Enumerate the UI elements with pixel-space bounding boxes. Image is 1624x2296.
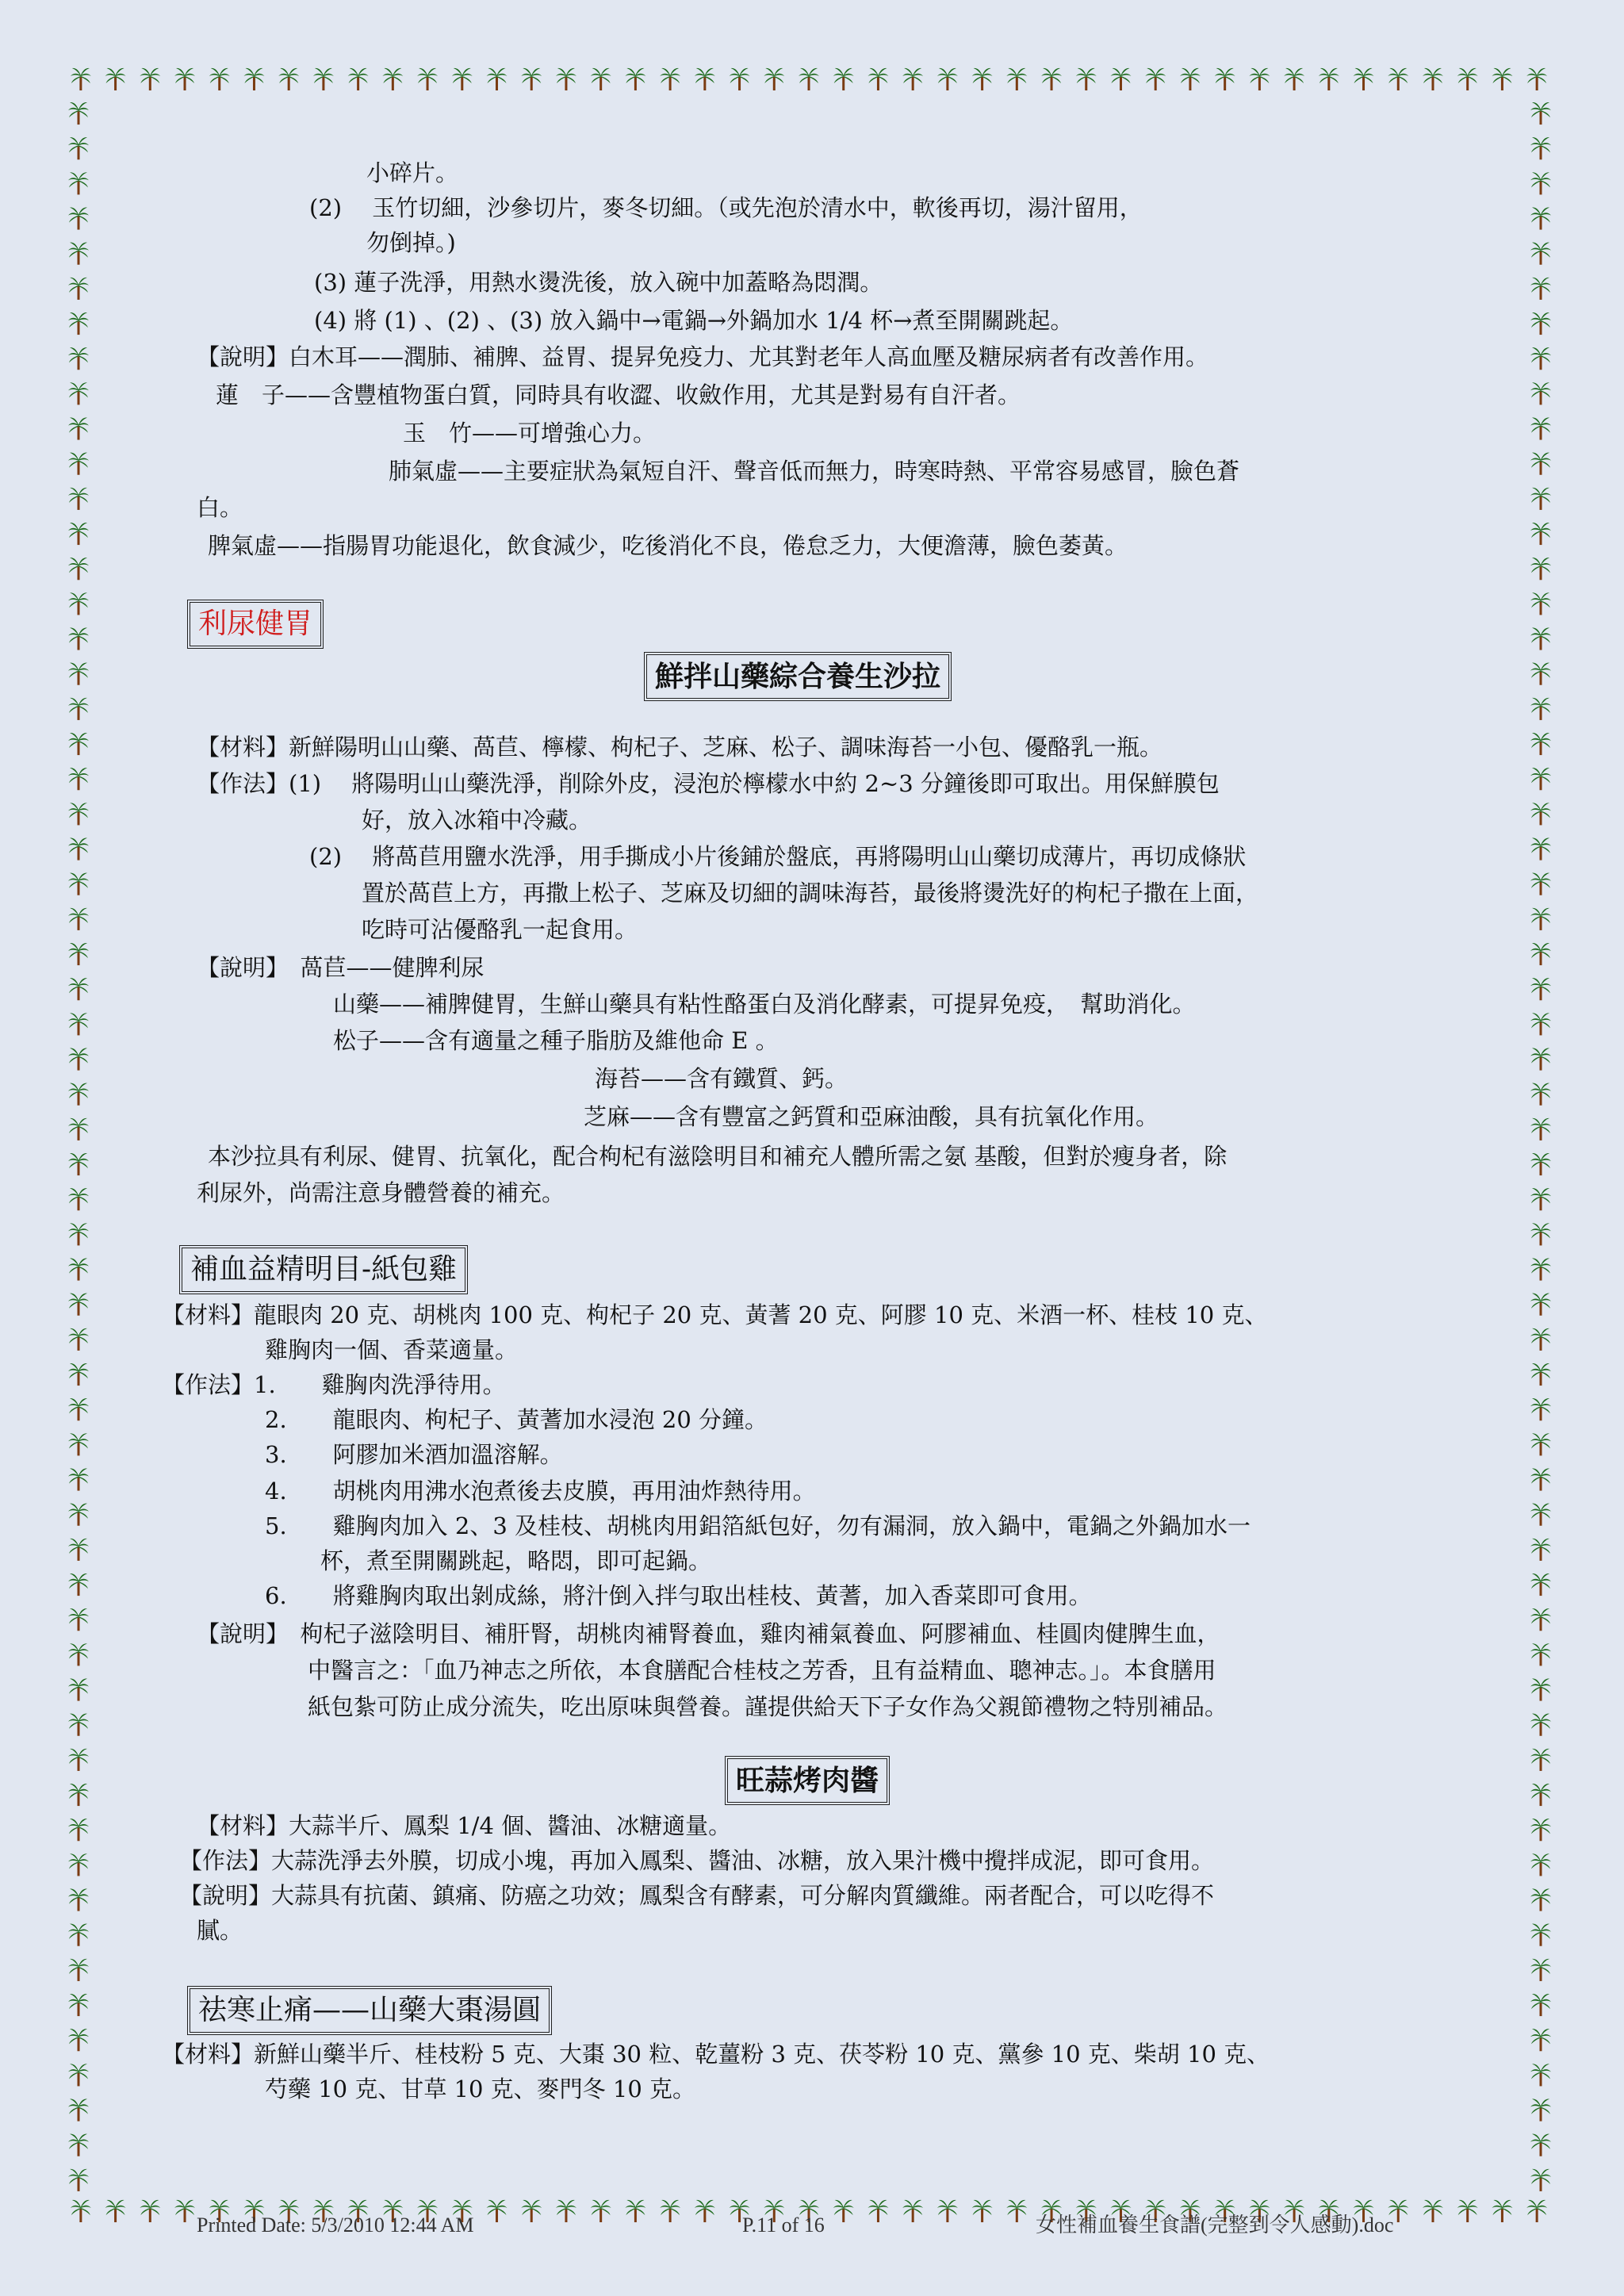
text-line: 勿倒掉。) [366, 229, 456, 256]
text-line: 【說明】白木耳——潤肺、補脾、益胃、提昇免疫力、尤其對老年人高血壓及糖尿病者有改善作用。 [197, 343, 1209, 370]
text-line: 脾氣虛——指腸胃功能退化，飲食減少，吃後消化不良，倦怠乏力，大便澹薄，臉色萎黃。 [208, 532, 1128, 559]
text-line: 好，放入冰箱中冷藏。 [362, 807, 592, 834]
text-line: 山藥——補脾健胃，生鮮山藥具有粘性酪蛋白及消化酵素，可提昇免疫， 幫助消化。 [333, 991, 1196, 1018]
text-line: 2. 龍眼肉、枸杞子、黃蓍加水浸泡 20 分鐘。 [265, 1406, 768, 1433]
text-line: (2) 將萵苣用鹽水洗淨，用手撕成小片後鋪於盤底，再將陽明山山藥切成薄片，再切成條狀 [309, 843, 1247, 870]
text-line: 杯，煮至開關跳起，略悶，即可起鍋。 [320, 1547, 712, 1574]
text-line: 4. 胡桃肉用沸水泡煮後去皮膜，再用油炸熱待用。 [265, 1478, 816, 1504]
text-line: 玉 竹——可增強心力。 [403, 420, 657, 447]
text-line: 肺氣虛——主要症狀為氣短自汗、聲音低而無力，時寒時熱、平常容易感冒，臉色蒼 [389, 458, 1240, 485]
text-line: 蓮 子——含豐植物蛋白質，同時具有收澀、收斂作用，尤其是對易有自汗者。 [216, 381, 1021, 408]
text-line: 松子——含有適量之種子脂肪及維他命 E 。 [333, 1027, 779, 1054]
text-line: 中醫言之：「血乃神志之所依，本食膳配合桂枝之芳香，且有益精血、聰神志。」。本食膳用 [308, 1657, 1216, 1684]
text-line: 3. 阿膠加米酒加溫溶解。 [265, 1441, 563, 1468]
recipe-title: 祛寒止痛——山藥大棗湯圓 [187, 1986, 552, 2035]
text-line: 【作法】1. 雞胸肉洗淨待用。 [162, 1371, 506, 1398]
text-line: 【材料】新鮮山藥半斤、桂枝粉 5 克、大棗 30 粒、乾薑粉 3 克、茯苓粉 10 克、黨參 10 克、柴胡 10 克、 [162, 2041, 1270, 2068]
text-line: 本沙拉具有利尿、健胃、抗氧化，配合枸杞有滋陰明目和補充人體所需之氨 基酸，但對於瘦身者，除 [208, 1143, 1228, 1170]
footer-page-number: P.11 of 16 [742, 2214, 825, 2237]
text-line: 白。 [197, 494, 243, 521]
recipe-title: 鮮拌山藥綜合養生沙拉 [644, 652, 952, 701]
text-line: (3) 蓮子洗淨，用熱水燙洗後，放入碗中加蓋略為悶潤。 [314, 269, 883, 296]
text-line: (2) 玉竹切細，沙參切片，麥冬切細。（或先泡於清水中，軟後再切，湯汁留用， [309, 194, 1143, 221]
text-line: 【說明】 萵苣——健脾利尿 [197, 954, 485, 981]
footer-filename: 女性補血養生食譜(完整到令人感動).doc [1036, 2214, 1394, 2237]
text-line: 利尿外，尚需注意身體營養的補充。 [197, 1179, 565, 1206]
text-line: 【材料】大蒜半斤、鳳梨 1/4 個、醬油、冰糖適量。 [197, 1812, 732, 1839]
text-line: 【說明】大蒜具有抗菌、鎮痛、防癌之功效；鳳梨含有酵素，可分解肉質纖維。兩者配合，可以吃得不 [179, 1882, 1215, 1909]
category-heading: 利尿健胃 [187, 600, 324, 649]
text-line: 【作法】(1) 將陽明山山藥洗淨，削除外皮，浸泡於檸檬水中約 2~3 分鐘後即可取出。用保鮮膜包 [197, 770, 1220, 797]
text-line: 膩。 [197, 1917, 243, 1944]
text-line: 【材料】新鮮陽明山山藥、萵苣、檸檬、枸杞子、芝麻、松子、調味海苔一小包、優酪乳一瓶。 [197, 734, 1163, 761]
text-line: 小碎片。 [366, 159, 459, 186]
text-line: 紙包紮可防止成分流失，吃出原味與營養。謹提供給天下子女作為父親節禮物之特別補品。 [308, 1693, 1228, 1720]
text-line: 【作法】大蒜洗淨去外膜，切成小塊，再加入鳳梨、醬油、冰糖，放入果汁機中攪拌成泥，即可食用。 [179, 1847, 1215, 1874]
text-line: 芍藥 10 克、甘草 10 克、麥門冬 10 克。 [265, 2076, 696, 2102]
text-line: 吃時可沾優酪乳一起食用。 [362, 916, 638, 943]
text-line: 雞胸肉一個、香菜適量。 [265, 1336, 519, 1363]
text-line: 海苔——含有鐵質、鈣。 [595, 1065, 848, 1092]
text-line: 【說明】 枸杞子滋陰明目、補肝腎，胡桃肉補腎養血，雞肉補氣養血、阿膠補血、桂圓肉健脾生血， [197, 1620, 1220, 1647]
recipe-title: 補血益精明目-紙包雞 [179, 1245, 468, 1294]
recipe-title: 旺蒜烤肉醬 [725, 1756, 890, 1805]
text-line: 芝麻——含有豐富之鈣質和亞麻油酸，具有抗氧化作用。 [584, 1103, 1159, 1130]
text-line: 置於萵苣上方，再撒上松子、芝麻及切細的調味海苔，最後將燙洗好的枸杞子撒在上面， [362, 880, 1259, 907]
text-line: (4) 將 (1) 、(2) 、(3) 放入鍋中→電鍋→外鍋加水 1/4 杯→煮至開關跳起。 [314, 307, 1074, 334]
text-line: 5. 雞胸肉加入 2、3 及桂枝、胡桃肉用鋁箔紙包好，勿有漏洞，放入鍋中，電鍋之外鍋加水一 [265, 1512, 1251, 1539]
footer-print-date: Printed Date: 5/3/2010 12:44 AM [197, 2214, 474, 2237]
text-line: 6. 將雞胸肉取出剝成絲，將汁倒入拌勻取出桂枝、黃蓍，加入香菜即可食用。 [265, 1582, 1092, 1609]
text-line: 【材料】龍眼肉 20 克、胡桃肉 100 克、枸杞子 20 克、黃蓍 20 克、阿膠 10 克、米酒一杯、桂枝 10 克、 [162, 1301, 1268, 1328]
